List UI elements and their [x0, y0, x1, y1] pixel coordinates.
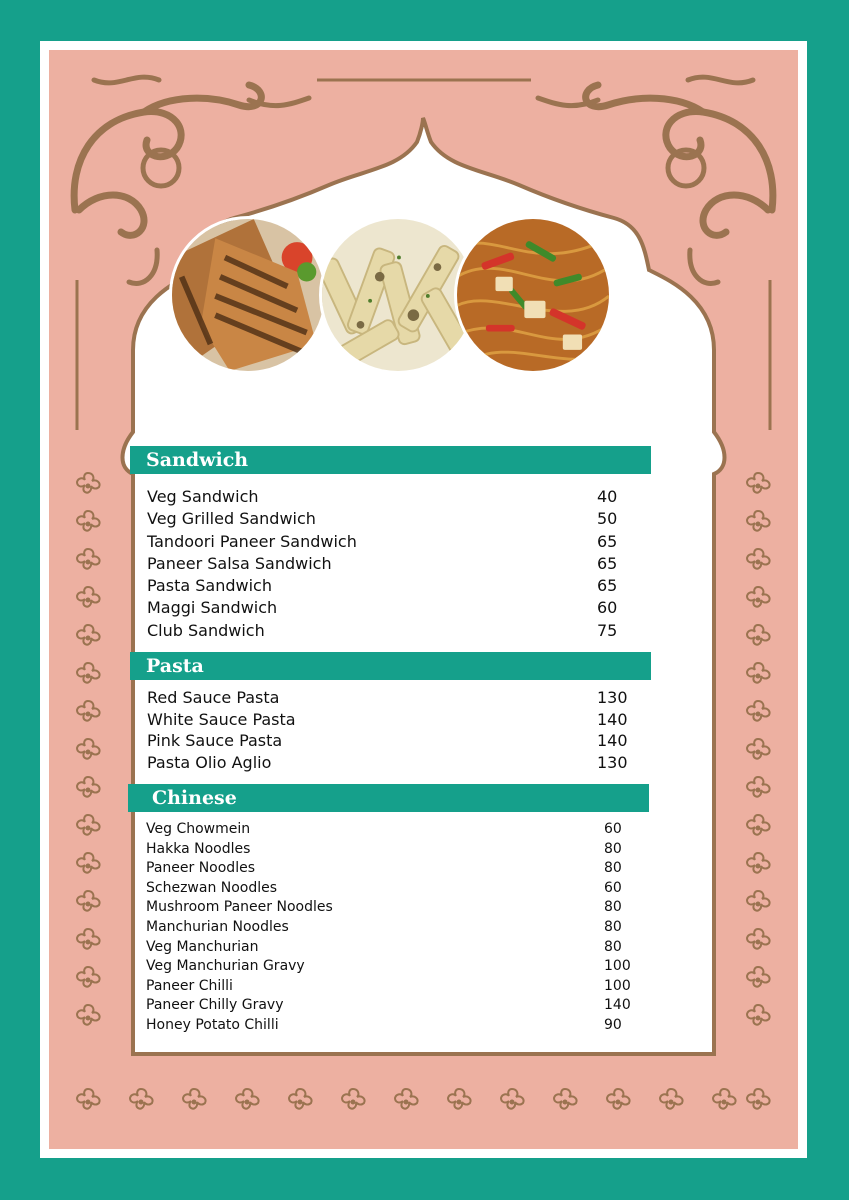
item-price: 100: [604, 977, 631, 994]
item-name: Veg Manchurian Gravy: [146, 958, 305, 975]
item-name: Pasta Olio Aglio: [147, 752, 272, 772]
menu-item: [146, 879, 636, 899]
item-name: Manchurian Noodles: [146, 918, 289, 935]
noodles-photo: [454, 216, 612, 374]
motif-row-bottom: [77, 1089, 770, 1109]
item-price: 140: [597, 731, 628, 750]
menu-item: [146, 859, 636, 879]
menu-item: [146, 1016, 636, 1036]
item-price: 100: [604, 958, 631, 975]
menu-item: [147, 486, 637, 508]
menu-item: [146, 938, 636, 958]
item-price: 140: [597, 709, 628, 729]
item-price: 40: [597, 487, 618, 506]
sandwich-item-list: [147, 486, 637, 642]
menu-item: [147, 575, 637, 597]
menu-item: [146, 957, 636, 977]
menu-item: [146, 918, 636, 938]
item-price: 60: [604, 879, 622, 896]
motif-column-right: [747, 473, 770, 1025]
item-price: 75: [597, 620, 618, 640]
item-price: 60: [604, 821, 622, 837]
menu-item: [146, 820, 636, 840]
item-price: 60: [597, 598, 618, 618]
menu-panel: [49, 50, 798, 1149]
menu-item: [147, 531, 637, 553]
menu-item: [147, 553, 637, 575]
menu-item: [147, 620, 637, 642]
item-name: Paneer Chilly Gravy: [146, 997, 284, 1014]
menu-item: [146, 840, 636, 860]
item-name: Club Sandwich: [147, 620, 265, 640]
menu-item: [147, 752, 637, 774]
menu-item: [147, 730, 637, 752]
chinese-item-list: [146, 820, 636, 1036]
item-name: Tandoori Paneer Sandwich: [147, 531, 357, 551]
menu-item: [147, 687, 637, 709]
item-price: 65: [597, 553, 618, 573]
item-price: 65: [597, 531, 618, 551]
item-name: Hakka Noodles: [146, 840, 251, 857]
item-name: White Sauce Pasta: [147, 709, 296, 729]
item-name: Honey Potato Chilli: [146, 1016, 279, 1033]
item-name: Mushroom Paneer Noodles: [146, 899, 333, 916]
item-price: 140: [604, 997, 631, 1014]
item-name: Paneer Salsa Sandwich: [147, 553, 332, 573]
menu-item: [146, 898, 636, 918]
item-name: Veg Manchurian: [146, 938, 259, 955]
item-name: Pink Sauce Pasta: [147, 731, 283, 750]
menu-item: [146, 996, 636, 1016]
sandwich-photo: [169, 216, 327, 374]
item-name: Veg Grilled Sandwich: [147, 509, 316, 529]
item-name: Pasta Sandwich: [147, 576, 272, 596]
menu-item: [146, 977, 636, 997]
item-price: 50: [597, 509, 618, 529]
item-price: 90: [604, 1016, 622, 1033]
item-name: Veg Sandwich: [147, 487, 259, 506]
motif-column-left: [77, 473, 100, 1025]
item-price: 80: [604, 840, 622, 857]
item-price: 80: [604, 860, 622, 877]
section-header-chinese: Chinese: [128, 784, 649, 812]
item-price: 80: [604, 918, 622, 935]
menu-item: [147, 709, 637, 731]
section-header-sandwich: Sandwich: [130, 446, 651, 474]
section-header-pasta: Pasta: [130, 652, 651, 680]
item-price: 80: [604, 899, 622, 916]
item-price: 130: [597, 688, 628, 707]
menu-item: [147, 597, 637, 619]
menu-item: [147, 508, 637, 530]
item-name: Paneer Noodles: [146, 860, 255, 877]
item-name: Schezwan Noodles: [146, 879, 278, 896]
item-price: 65: [597, 576, 618, 596]
pasta-item-list: [147, 687, 637, 773]
item-name: Paneer Chilli: [146, 977, 233, 994]
item-name: Maggi Sandwich: [147, 598, 278, 618]
item-price: 80: [604, 938, 622, 955]
item-price: 130: [597, 752, 628, 772]
item-name: Red Sauce Pasta: [147, 688, 280, 707]
item-name: Veg Chowmein: [146, 821, 251, 837]
